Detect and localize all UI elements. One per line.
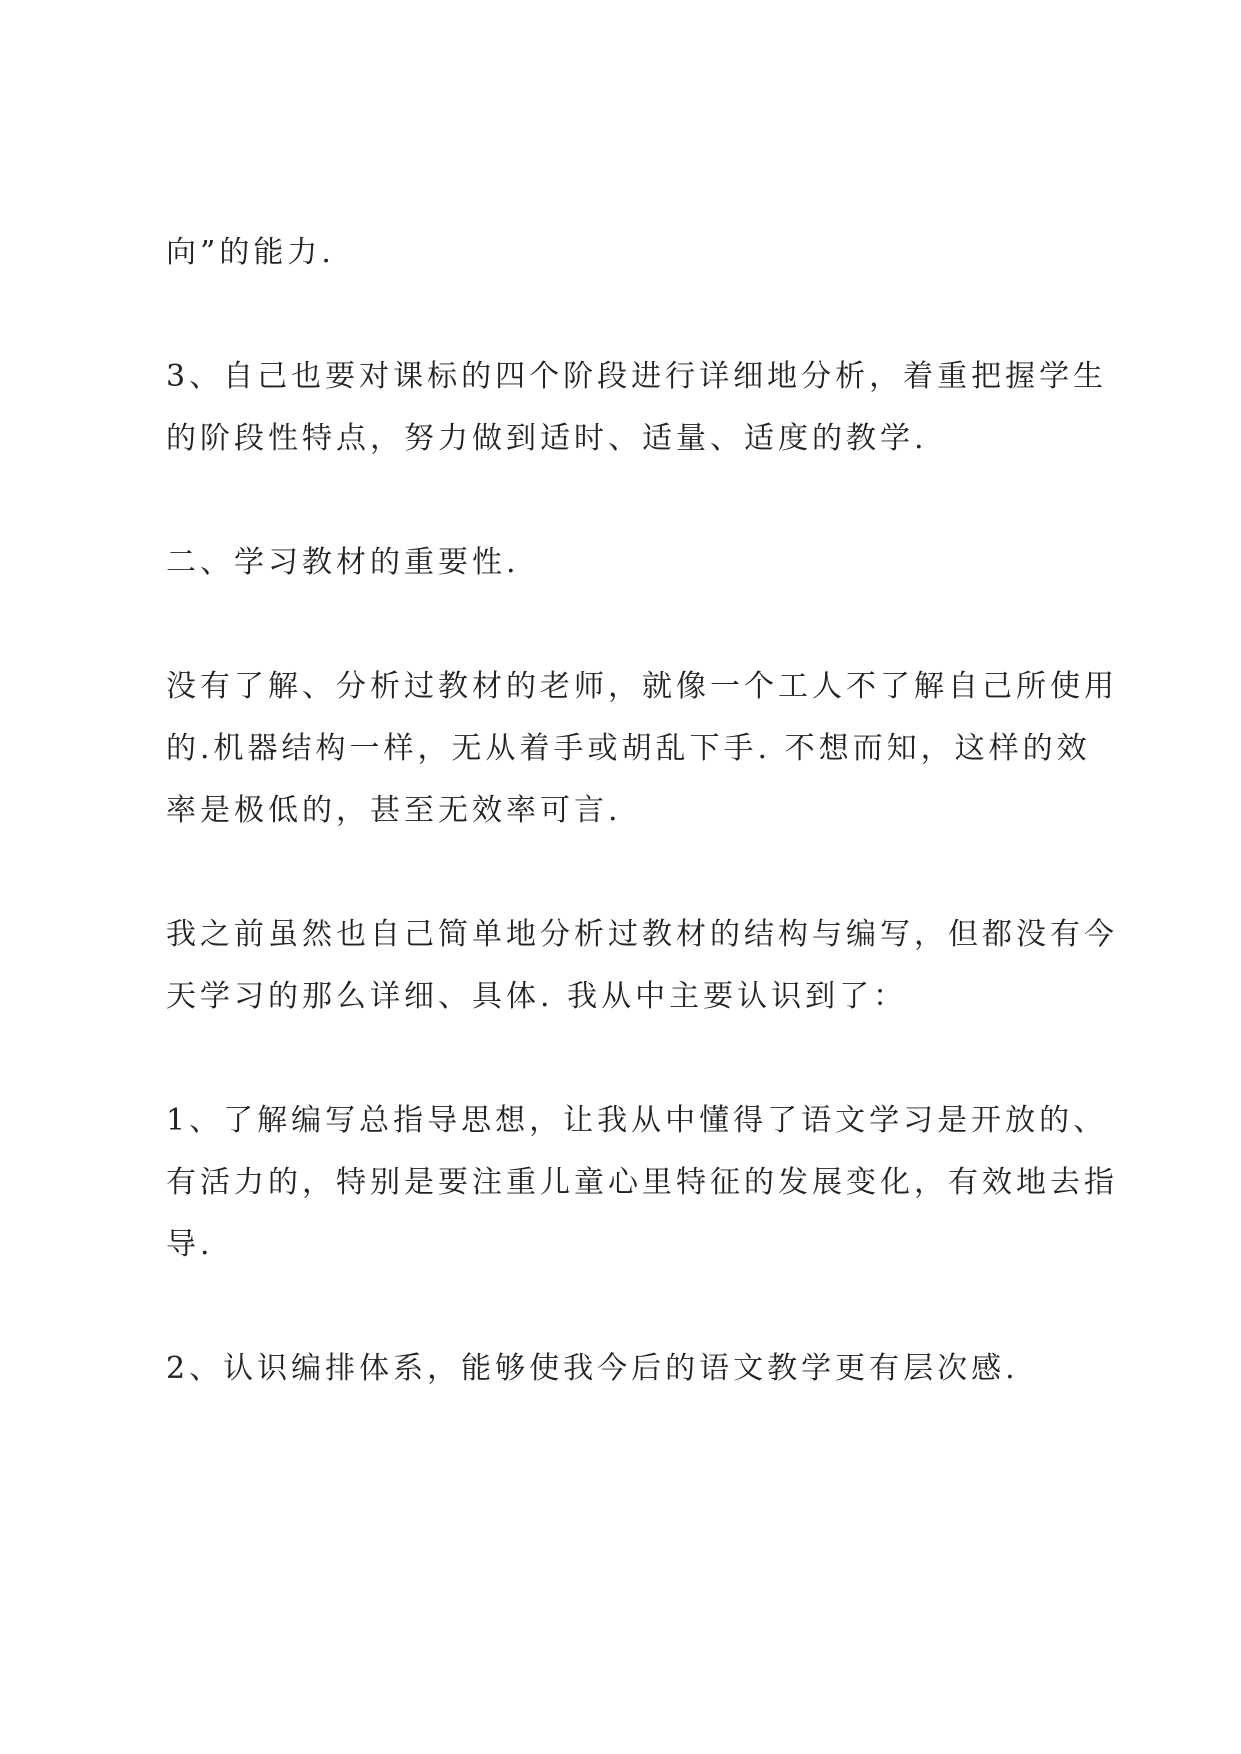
text-line: 率是极低的，甚至无效率可言.: [166, 793, 622, 828]
text-line: 2、认识编排体系，能够使我今后的语文教学更有层次感.: [166, 1351, 1019, 1386]
document-body: [166, 226, 1118, 1396]
paragraph-arrangement-system: [166, 1342, 1106, 1396]
paragraph-ability-end: [166, 226, 1106, 280]
text-line: 天学习的那么详细、具体. 我从中主要认识到了：: [166, 979, 908, 1014]
text-line: 没有了解、分析过教材的老师，就像一个工人不了解自己所使用: [166, 669, 1118, 704]
text-line: 二、学习教材的重要性.: [166, 545, 520, 580]
text-line: 有活力的，特别是要注重儿童心里特征的发展变化，有效地去指: [166, 1165, 1118, 1200]
text-line: 1、了解编写总指导思想，让我从中懂得了语文学习是开放的、: [166, 1103, 1108, 1138]
text-line: 向”的能力.: [166, 235, 335, 270]
text-line: 3、自己也要对课标的四个阶段进行详细地分析，着重把握学生: [166, 359, 1108, 394]
text-line: 我之前虽然也自己简单地分析过教材的结构与编写，但都没有今: [166, 917, 1118, 952]
text-line: 导.: [166, 1227, 214, 1262]
paragraph-guiding-thought: [166, 1094, 1118, 1272]
text-line: 的.机器结构一样，无从着手或胡乱下手. 不想而知，这样的效: [166, 731, 1091, 766]
section-heading-textbook-importance: [166, 536, 1106, 590]
paragraph-teacher-analogy: [166, 660, 1118, 838]
text-line: 的阶段性特点，努力做到适时、适量、适度的教学.: [166, 421, 928, 456]
paragraph-previous-analysis: [166, 908, 1118, 1024]
paragraph-curriculum-analysis: [166, 350, 1106, 466]
